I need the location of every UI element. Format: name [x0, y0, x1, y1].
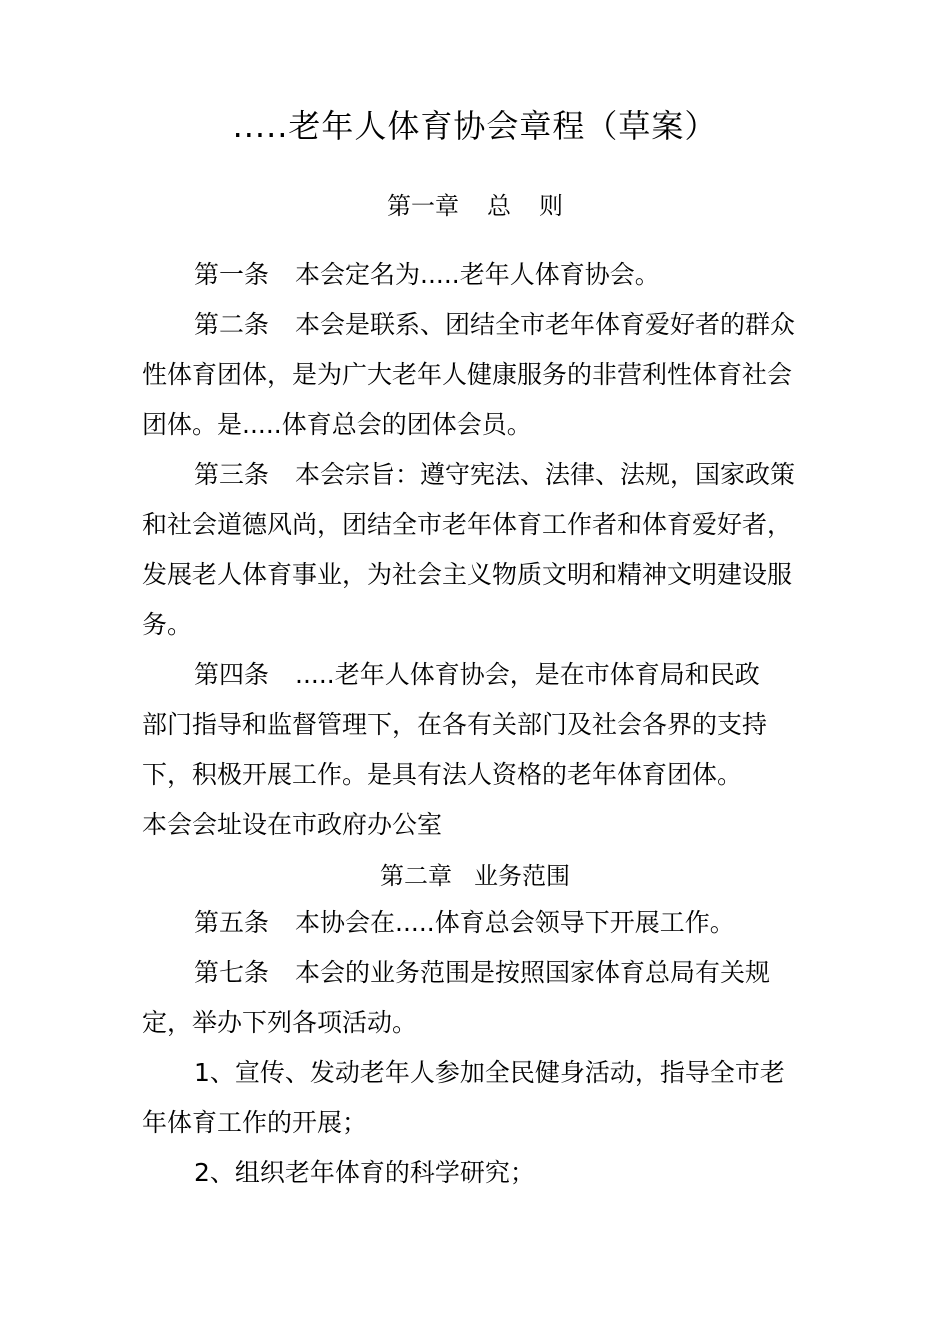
article-5-text: 本协会在.....体育总会领导下开展工作。	[295, 908, 735, 937]
item-1-line-2: 年体育工作的开展；	[142, 1108, 368, 1137]
article-3-text-1: 本会宗旨：遵守宪法、法律、法规，国家政策	[295, 460, 796, 489]
chapter-1-name-part2: 则	[539, 192, 563, 220]
article-2-text-1: 本会是联系、团结全市老年体育爱好者的群众	[295, 310, 796, 339]
chapter-1-heading	[0, 189, 950, 223]
article-4-line-3: 下，积极开展工作。是具有法人资格的老年体育团体。	[142, 760, 743, 789]
article-1-text: 本会定名为.....老年人体育协会。	[295, 260, 660, 289]
article-7-line-1	[194, 955, 770, 991]
article-2-line-3: 团体。是.....体育总会的团体会员。	[142, 410, 532, 439]
chapter-2-label: 第二章	[380, 862, 452, 890]
article-1-label: 第一条	[194, 260, 270, 289]
article-3-label: 第三条	[194, 460, 270, 489]
article-7-text-1: 本会的业务范围是按照国家体育总局有关规	[295, 958, 771, 987]
article-2-line-2: 性体育团体，是为广大老年人健康服务的非营利性体育社会	[142, 360, 793, 389]
chapter-2-name: 业务范围	[474, 862, 570, 890]
article-3-line-4: 务。	[142, 610, 193, 639]
article-1-line-1	[194, 257, 660, 293]
chapter-2-heading	[0, 859, 950, 893]
article-7-label: 第七条	[194, 958, 270, 987]
article-3-line-1	[194, 457, 795, 493]
chapter-1-label: 第一章	[387, 192, 459, 220]
item-2-line-1: 2、组织老年体育的科学研究；	[194, 1158, 535, 1187]
article-7-line-2: 定，举办下列各项活动。	[142, 1008, 418, 1037]
article-5-label: 第五条	[194, 908, 270, 937]
chapter-1-name-part1: 总	[487, 192, 511, 220]
article-4-text-1: .....老年人体育协会，是在市体育局和民政	[295, 660, 760, 689]
article-2-line-1	[194, 307, 795, 343]
document-title: .....老年人体育协会章程（草案）	[232, 107, 718, 145]
article-4-line-1	[194, 657, 760, 693]
article-3-line-3: 发展老人体育事业，为社会主义物质文明和精神文明建设服	[142, 560, 793, 589]
item-1-line-1: 1、宣传、发动老年人参加全民健身活动，指导全市老	[194, 1058, 785, 1087]
article-3-line-2: 和社会道德风尚，团结全市老年体育工作者和体育爱好者，	[142, 510, 793, 539]
article-4-label: 第四条	[194, 660, 270, 689]
article-4-line-2: 部门指导和监督管理下，在各有关部门及社会各界的支持	[142, 710, 768, 739]
article-5-line-1	[194, 905, 735, 941]
article-2-label: 第二条	[194, 310, 270, 339]
article-4-line-4: 本会会址设在市政府办公室	[142, 810, 443, 839]
